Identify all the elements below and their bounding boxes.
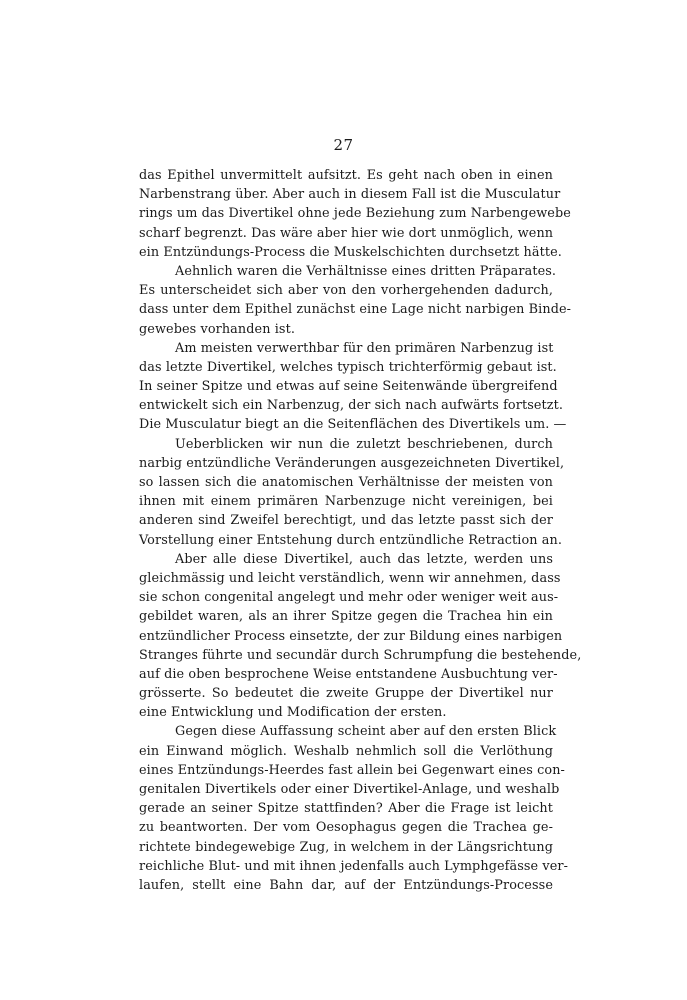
- text-line: laufen, stellt eine Bahn dar, auf der Entzündungs-Processe: [139, 877, 553, 893]
- text-line: scharf begrenzt. Das wäre aber hier wie dort unmöglich, wenn: [139, 225, 554, 241]
- text-line: Es unterscheidet sich aber von den vorhergehenden dadurch,: [139, 283, 553, 299]
- text-line: rings um das Divertikel ohne jede Beziehung zum Narbengewebe: [139, 206, 571, 222]
- text-line: das letzte Divertikel, welches typisch trichterförmig gebaut ist.: [139, 359, 557, 375]
- text-line: genitalen Divertikels oder einer Divertikel-Anlage, und weshalb: [139, 782, 560, 797]
- text-line: entwickelt sich ein Narbenzug, der sich nach aufwärts fortsetzt.: [139, 398, 564, 414]
- text-line: zu beantworten. Der vom Oesophagus gegen die Trachea ge-: [139, 820, 553, 836]
- text-line: Stranges führte und secundär durch Schrumpfung die bestehende,: [139, 647, 582, 663]
- page-number: 27: [333, 136, 354, 154]
- text-line: Gegen diese Auffassung scheint aber auf den ersten Blick: [175, 724, 557, 740]
- text-line: Aehnlich waren die Verhältnisse eines dritten Präparates.: [175, 263, 557, 279]
- text-line: Narbenstrang über. Aber auch in diesem Fall ist die Musculatur: [139, 187, 561, 203]
- text-line: ein Entzündungs-Process die Muskelschichten durchsetzt hätte.: [139, 244, 562, 260]
- text-line: grösserte. So bedeutet die zweite Gruppe der Divertikel nur: [139, 686, 553, 702]
- text-line: Ueberblicken wir nun die zuletzt beschriebenen, durch: [175, 436, 553, 452]
- text-line: Am meisten verwerthbar für den primären Narbenzug ist: [175, 340, 554, 356]
- text-line: das Epithel unvermittelt aufsitzt. Es geht nach oben in einen: [139, 168, 553, 183]
- text-line: eine Entwicklung und Modification der ersten.: [139, 705, 447, 721]
- text-line: dass unter dem Epithel zunächst eine Lage nicht narbigen Binde-: [139, 302, 572, 318]
- text-line: Aber alle diese Divertikel, auch das letzte, werden uns: [175, 551, 553, 567]
- text-line: anderen sind Zweifel berechtigt, und das letzte passt sich der: [139, 513, 553, 529]
- text-line: Die Musculatur biegt an die Seitenflächen des Divertikels um. —: [139, 417, 567, 433]
- text-line: ihnen mit einem primären Narbenzuge nicht vereinigen, bei: [139, 494, 553, 510]
- text-line: Vorstellung einer Entstehung durch entzündliche Retraction an.: [139, 532, 563, 548]
- text-line: richtete bindegewebige Zug, in welchem in der Längsrichtung: [139, 839, 553, 855]
- body-text: [139, 166, 582, 895]
- text-line: gewebes vorhanden ist.: [139, 321, 295, 337]
- text-line: eines Entzündungs-Heerdes fast allein bei Gegenwart eines con-: [139, 762, 565, 778]
- text-line: narbig entzündliche Veränderungen ausgezeichneten Divertikel,: [139, 455, 565, 471]
- text-line: gebildet waren, als an ihrer Spitze gegen die Trachea hin ein: [139, 609, 553, 625]
- text-line: gleichmässig und leicht verständlich, wenn wir annehmen, dass: [139, 570, 561, 586]
- text-line: ein Einwand möglich. Weshalb nehmlich soll die Verlöthung: [139, 743, 553, 759]
- text-line: entzündlicher Process einsetzte, der zur Bildung eines narbigen: [139, 628, 563, 644]
- text-line: sie schon congenital angelegt und mehr oder weniger weit aus-: [139, 590, 559, 606]
- text-line: auf die oben besprochene Weise entstandene Ausbuchtung ver-: [139, 666, 558, 682]
- text-line: reichliche Blut- und mit ihnen jedenfalls auch Lymphgefässe ver-: [139, 858, 569, 874]
- text-line: In seiner Spitze und etwas auf seine Seitenwände übergreifend: [139, 379, 558, 395]
- text-line: so lassen sich die anatomischen Verhältnisse der meisten von: [139, 475, 553, 490]
- text-line: gerade an seiner Spitze stattfinden? Aber die Frage ist leicht: [139, 801, 553, 817]
